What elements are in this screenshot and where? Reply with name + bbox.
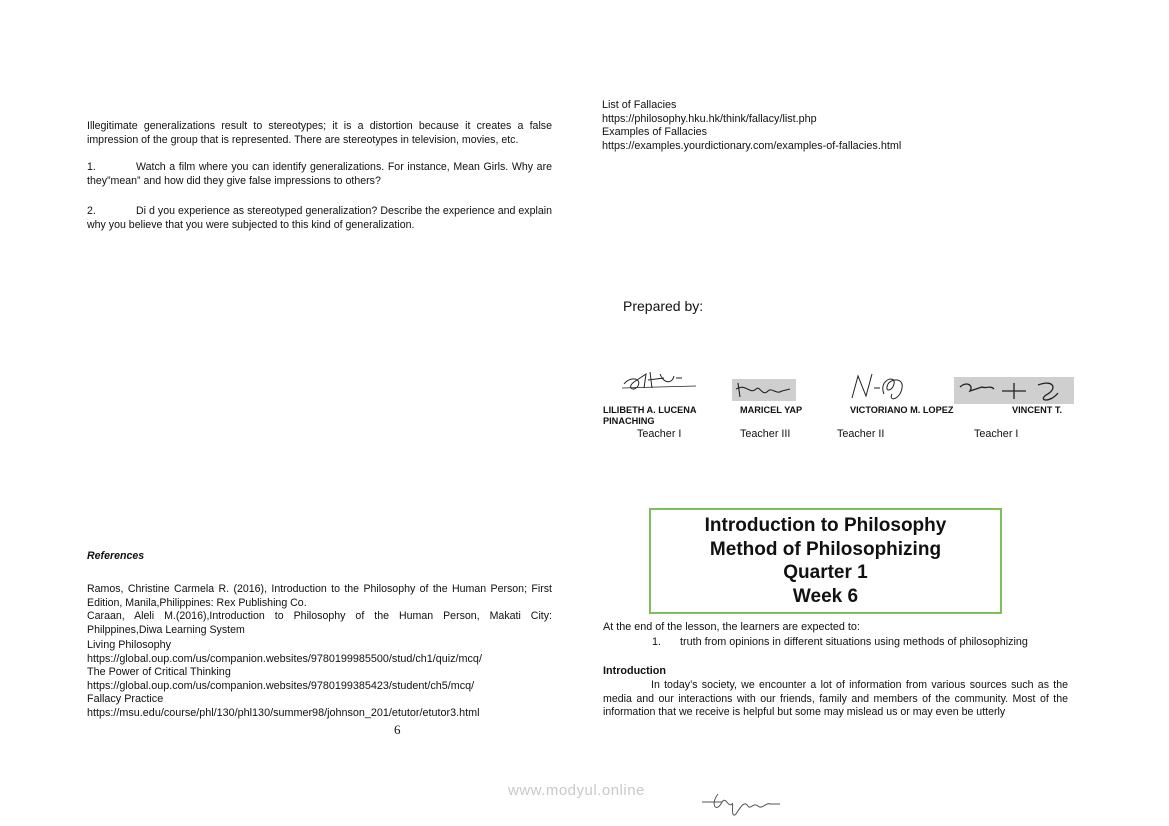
page-number: 6 — [394, 722, 401, 737]
link-url[interactable]: https://global.oup.com/us/companion.websites/9780199985500/stud/ch1/quiz/mcq/ — [87, 652, 482, 665]
activity-text: Di d you experience as stereotyped generalization? Describe the experience and explain why you believe that you were subjected to this kind of generalization. — [87, 205, 552, 231]
signatory-role: Teacher I — [637, 428, 682, 440]
activity-item — [87, 205, 552, 232]
link-url[interactable]: https://global.oup.com/us/companion.websites/9780199385423/student/ch5/mcq/ — [87, 679, 475, 692]
references-heading: References — [87, 550, 145, 562]
link-url[interactable]: https://examples.yourdictionary.com/examples-of-fallacies.html — [602, 139, 902, 152]
module-subtitle: Method of Philosophizing — [709, 538, 942, 560]
fallacy-links — [602, 99, 1022, 153]
prepared-by: Prepared by: — [623, 298, 704, 314]
module-title-box — [649, 508, 1002, 614]
activity-item — [87, 161, 552, 188]
link-title: List of Fallacies — [602, 99, 677, 111]
module-week: Week 6 — [792, 585, 859, 607]
introduction-heading: Introduction — [603, 665, 666, 677]
signature-lopez — [848, 370, 914, 404]
reference-entry: Caraan, Aleli M.(2016),Introduction to Philosophy of the Human Person, Makati City: Philppines,Diwa Learning System — [87, 610, 552, 636]
module-title: Introduction to Philosophy — [704, 515, 947, 536]
intro-paragraph: Illegitimate generalizations result to stereotypes; it is a distortion because it creates a false impression of the group that is represented. There are stereotypes in television, movies, etc. — [87, 120, 552, 146]
signatory-name: VICTORIANO M. LOPEZ — [850, 405, 954, 415]
link-title: Examples of Fallacies — [602, 126, 708, 138]
signature-yap — [732, 379, 796, 401]
link-title: The Power of Critical Thinking — [87, 666, 231, 678]
watermark-signature — [700, 790, 784, 824]
link-title: Living Philosophy — [87, 639, 172, 651]
watermark: www.modyul.online — [508, 782, 645, 799]
reference-entry: Ramos, Christine Carmela R. (2016), Introduction to the Philosophy of the Human Person; First Edition, Manila,Philippines: Rex Publishing Co. — [87, 583, 552, 609]
signatory-role: Teacher I — [974, 428, 1019, 440]
link-title: Fallacy Practice — [87, 693, 164, 705]
reference-links — [87, 639, 557, 720]
objective-number: 1. — [652, 636, 662, 648]
signature-lucena — [620, 366, 700, 394]
signatory-name: VINCENT T. — [1012, 405, 1063, 415]
link-url[interactable]: https://philosophy.hku.hk/think/fallacy/list.php — [602, 112, 817, 125]
signatory-name: MARICEL YAP — [740, 405, 803, 415]
module-quarter: Quarter 1 — [783, 562, 868, 583]
objective-item — [652, 636, 1028, 650]
introduction-text: In today’s society, we encounter a lot of information from various sources such as the media and our interactions with our friends, family and members of the community. Most of the information that we receive is helpful but some may mislead us or may even be utterly — [603, 679, 1068, 718]
signatory-name-overflow: PINACHING — [603, 416, 655, 426]
activity-number: 2. — [87, 205, 96, 217]
signature-pinaching — [954, 377, 1074, 404]
activity-number: 1. — [87, 161, 96, 173]
signatory-role: Teacher III — [740, 428, 791, 440]
objective-text: truth from opinions in different situations using methods of philosophizing — [680, 636, 1028, 648]
signatory-name: LILIBETH A. LUCENA — [603, 405, 697, 415]
activity-text: Watch a film where you can identify generalizations. For instance, Mean Girls. Why are they”mean” and how did they give false impressions to others? — [87, 161, 552, 187]
signatory-role: Teacher II — [837, 428, 885, 440]
link-url[interactable]: https://msu.edu/course/phl/130/phl130/summer98/johnson_201/etutor/etutor3.html — [87, 706, 480, 719]
objectives-intro: At the end of the lesson, the learners are expected to: — [603, 621, 860, 633]
